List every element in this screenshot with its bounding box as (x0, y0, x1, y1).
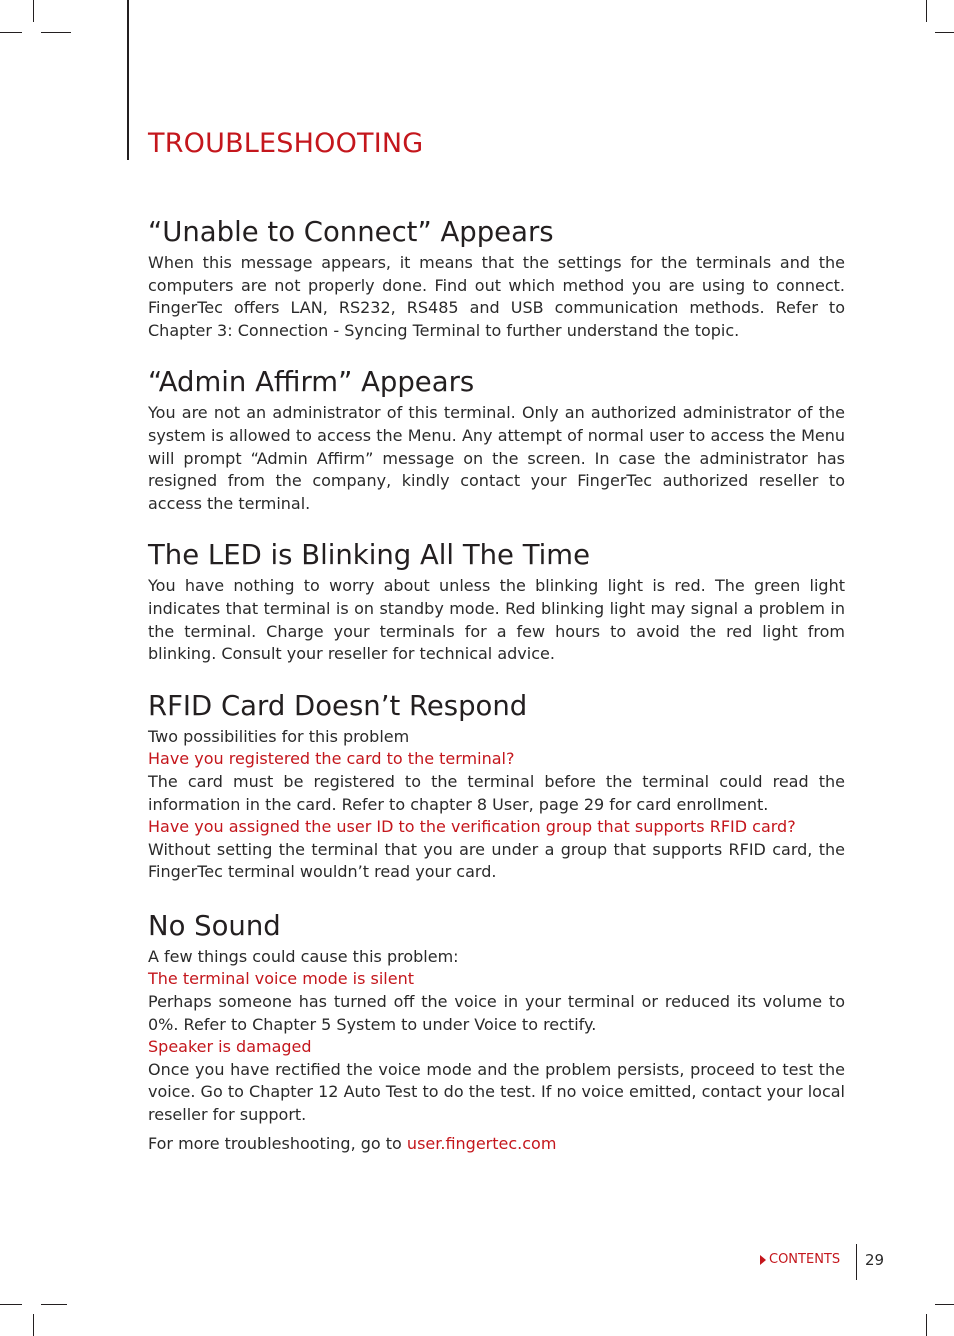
section-intro: A few things could cause this problem: (148, 946, 459, 966)
section-heading: No Sound (148, 909, 281, 942)
main-content (148, 212, 845, 1155)
crop-mark (41, 32, 71, 33)
question: The terminal voice mode is silent (148, 969, 415, 989)
section-admin-affirm (148, 362, 845, 515)
crop-mark (0, 1304, 22, 1305)
crop-mark (33, 1314, 34, 1336)
section-rfid-card (148, 686, 845, 884)
section-body: You are not an administrator of this terminal. Only an authorized administrator of the system is allowed to access the Menu. Any attempt of normal user to access the Menu will prompt “Admin Affirm” message on the screen. In case the administrator has resigned from the company, kindly contact your FingerTec authorized reseller to access the terminal. (148, 403, 845, 513)
section-no-sound (148, 906, 845, 1127)
crop-mark (33, 0, 34, 22)
page-number: 29 (865, 1251, 885, 1269)
section-body: When this message appears, it means that the settings for the terminals and the computers are not properly done. Find out which method you are using to connect. FingerTec offers LAN, RS232, RS485 and USB communication methods. Refer to Chapter 3: Connection - Syncing Terminal to further understand the topic. (148, 253, 845, 340)
section-unable-to-connect (148, 212, 845, 342)
section-heading: “Admin Affirm” Appears (148, 366, 475, 399)
section-heading: RFID Card Doesn’t Respond (148, 689, 528, 722)
answer: Perhaps someone has turned off the voice in your terminal or reduced its volume to 0%. Refer to Chapter 5 System to under Voice to rectify. (148, 992, 845, 1034)
section-heading: The LED is Blinking All The Time (148, 539, 591, 572)
more-text: For more troubleshooting, go to (148, 1133, 407, 1153)
triangle-right-icon (760, 1255, 766, 1265)
section-led-blinking (148, 535, 845, 665)
contents-label: CONTENTS (769, 1252, 841, 1267)
crop-mark (935, 32, 954, 33)
contents-link[interactable] (760, 1252, 840, 1267)
fingertec-link[interactable]: user.fingertec.com (406, 1133, 557, 1153)
answer: The card must be registered to the terminal before the terminal could read the information in the card. Refer to chapter 8 User, page 29 for card enrollment. (148, 771, 845, 814)
question: Have you assigned the user ID to the verification group that supports RFID card? (148, 817, 796, 837)
page-title: TROUBLESHOOTING (148, 128, 424, 159)
answer: Without setting the terminal that you are under a group that supports RFID card, the FingerTec terminal wouldn’t read your card. (148, 839, 845, 882)
question: Speaker is damaged (148, 1037, 312, 1057)
section-intro: Two possibilities for this problem (148, 726, 410, 746)
crop-mark (926, 1314, 927, 1336)
crop-mark (926, 0, 927, 22)
more-troubleshooting (148, 1133, 845, 1155)
answer: Once you have rectified the voice mode and the problem persists, proceed to test the voice. Go to Chapter 12 Auto Test to do the test. If no voice emitted, contact your local reseller for support. (148, 1059, 845, 1125)
crop-mark (0, 32, 22, 33)
question: Have you registered the card to the terminal? (148, 749, 515, 769)
section-body: You have nothing to worry about unless the blinking light is red. The green light indicates that terminal is on standby mode. Red blinking light may signal a problem in the terminal. Charge your terminals for a few hours to avoid the red light from blinking. Consult your reseller for technical advice. (148, 576, 845, 664)
crop-mark (41, 1304, 67, 1305)
footer-divider (856, 1244, 857, 1280)
crop-mark (935, 1304, 954, 1305)
header-rule (127, 0, 129, 160)
section-heading: “Unable to Connect” Appears (148, 216, 554, 248)
